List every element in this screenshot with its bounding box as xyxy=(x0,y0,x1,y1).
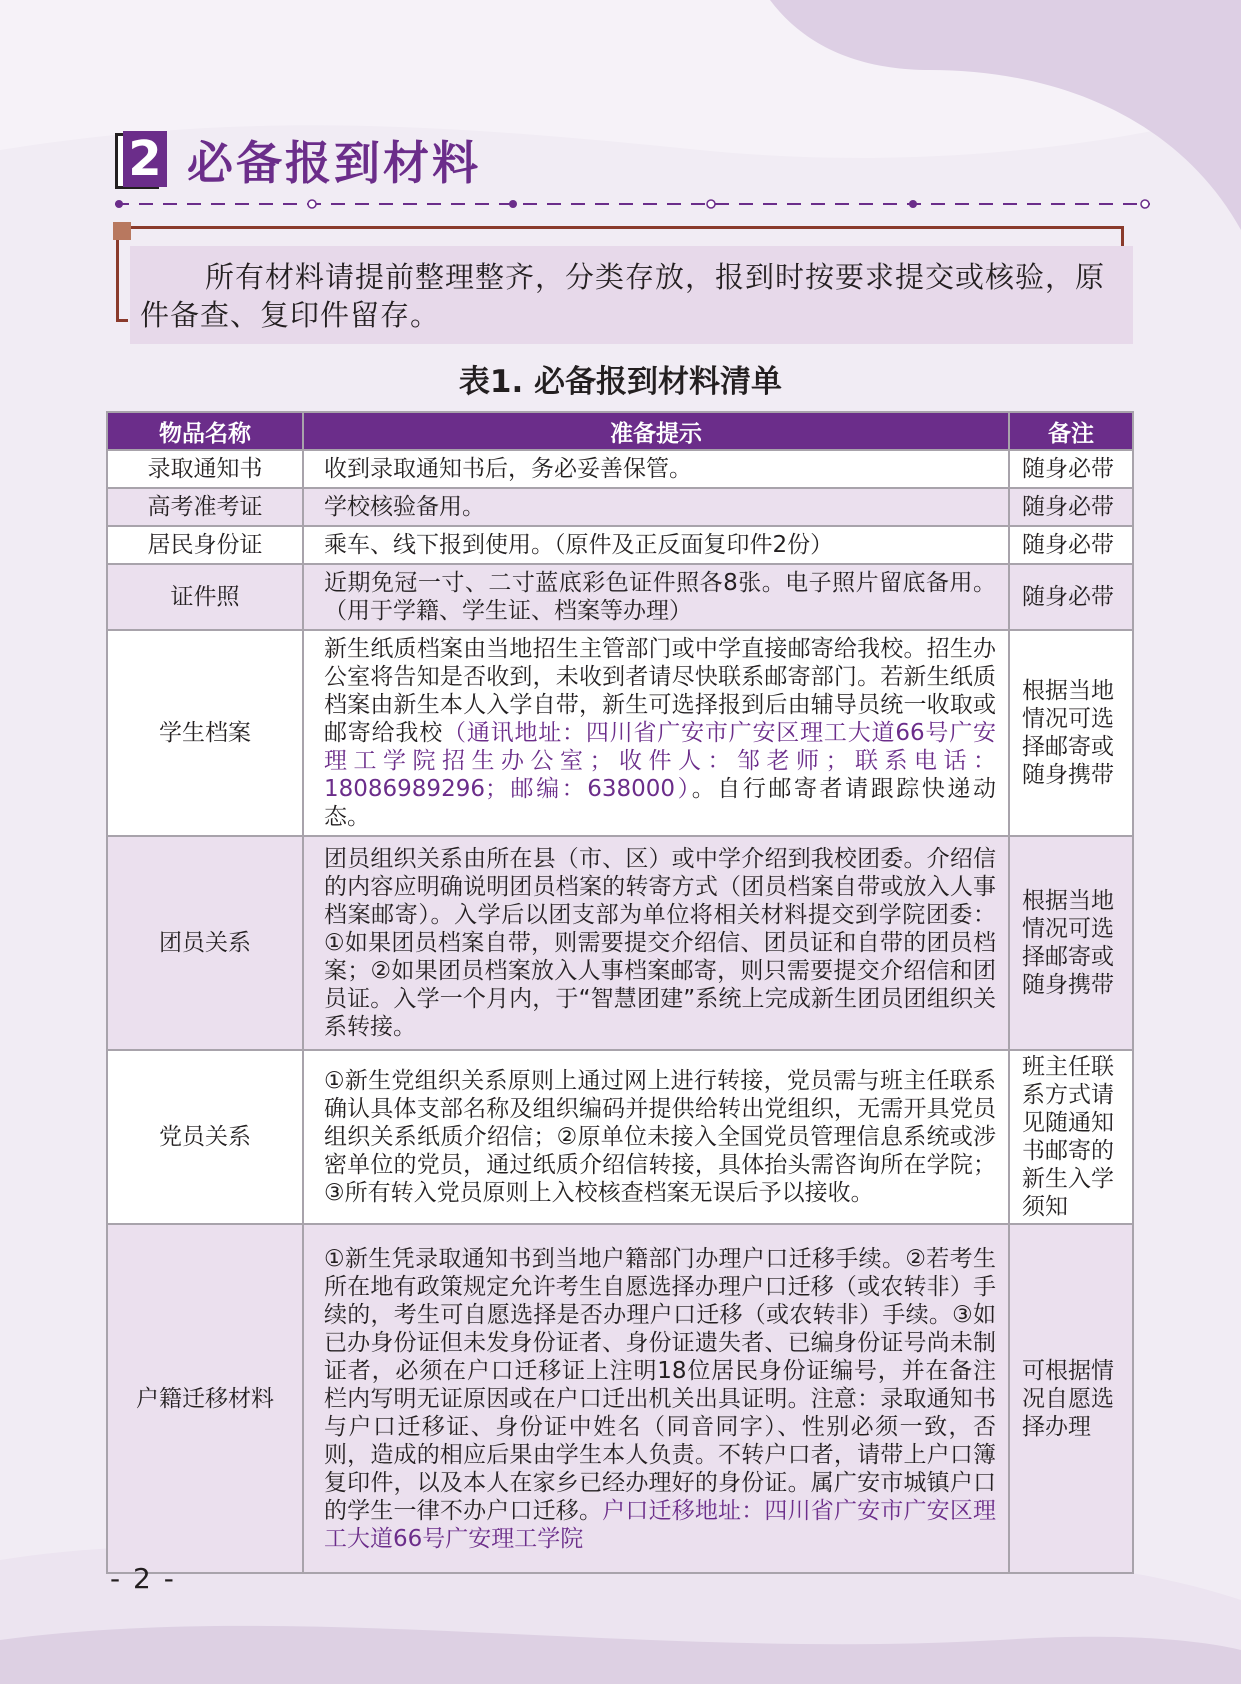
item-tip: 近期免冠一寸、二寸蓝底彩色证件照各8张。电子照片留底备用。（用于学籍、学生证、档案等办理） xyxy=(303,564,1009,630)
header-tip: 准备提示 xyxy=(303,412,1009,450)
item-tip: 学校核验备用。 xyxy=(303,488,1009,526)
item-note: 根据当地情况可选择邮寄或随身携带 xyxy=(1009,836,1133,1050)
household-address: 户口迁移地址：四川省广安市广安区理工大道66号广安理工学院 xyxy=(324,1497,997,1552)
header-note: 备注 xyxy=(1009,412,1133,450)
item-tip: 新生纸质档案由当地招生主管部门或中学直接邮寄给我校。招生办公室将告知是否收到，未收到者请尽快联系邮寄部门。若新生纸质档案由新生本人入学自带，新生可选择报到后由辅导员统一收取或邮寄给我校（通讯地址：四川省广安市广安区理工大道66号广安理工学院招生办公室；收件人：邹老师；联系电话：18086989296；邮编：638000）。自行邮寄者请跟踪快递动态。 xyxy=(303,630,1009,836)
item-note: 可根据情况自愿选择办理 xyxy=(1009,1224,1133,1573)
item-tip: 团员组织关系由所在县（市、区）或中学介绍到我校团委。介绍信的内容应明确说明团员档案的转寄方式（团员档案自带或放入人事档案邮寄）。入学后以团支部为单位将相关材料提交到学院团委：①如果团员档案自带，则需要提交介绍信、团员证和自带的团员档案；②如果团员档案放入人事档案邮寄，则只需要提交介绍信和团员证。入学一个月内，于“智慧团建”系统上完成新生团员团组织关系转接。 xyxy=(303,836,1009,1050)
section-title: 必备报到材料 xyxy=(187,136,481,190)
page-number: - 2 - xyxy=(110,1562,176,1595)
table-row xyxy=(107,488,1133,526)
item-name: 学生档案 xyxy=(107,630,303,836)
item-note: 班主任联系方式请见随通知书邮寄的新生入学须知 xyxy=(1009,1050,1133,1224)
table-row xyxy=(107,630,1133,836)
materials-table xyxy=(106,411,1134,1574)
item-tip: 收到录取通知书后，务必妥善保管。 xyxy=(303,450,1009,488)
table-row xyxy=(107,836,1133,1050)
section-number-badge xyxy=(115,131,165,189)
item-note: 随身必带 xyxy=(1009,564,1133,630)
table-title: 表1. 必备报到材料清单 xyxy=(458,364,783,400)
item-tip: 乘车、线下报到使用。（原件及正反面复印件2份） xyxy=(303,526,1009,564)
item-name: 高考准考证 xyxy=(107,488,303,526)
item-note: 随身必带 xyxy=(1009,488,1133,526)
item-name: 录取通知书 xyxy=(107,450,303,488)
item-note: 随身必带 xyxy=(1009,526,1133,564)
intro-text: 所有材料请提前整理整齐，分类存放，报到时按要求提交或核验，原件备查、复印件留存。 xyxy=(140,260,1106,332)
table-row xyxy=(107,1050,1133,1224)
header-item-name: 物品名称 xyxy=(107,412,303,450)
intro-box xyxy=(130,246,1133,344)
item-tip: ①新生党组织关系原则上通过网上进行转接，党员需与班主任联系确认具体支部名称及组织编码并提供给转出党组织，无需开具党员组织关系纸质介绍信；②原单位未接入全国党员管理信息系统或涉密单位的党员，通过纸质介绍信转接，具体抬头需咨询所在学院；③所有转入党员原则上入校核查档案无误后予以接收。 xyxy=(303,1050,1009,1224)
item-name: 党员关系 xyxy=(107,1050,303,1224)
item-tip: ①新生凭录取通知书到当地户籍部门办理户口迁移手续。②若考生所在地有政策规定允许考生自愿选择办理户口迁移（或农转非）手续的，考生可自愿选择是否办理户口迁移（或农转非）手续。③如已办身份证但未发身份证者、身份证遗失者、已编身份证号尚未制证者，必须在户口迁移证上注明18位居民身份证编号，并在备注栏内写明无证原因或在户口迁出机关出具证明。注意：录取通知书与户口迁移证、身份证中姓名（同音同字）、性别必须一致，否则，造成的相应后果由学生本人负责。不转户口者，请带上户口簿复印件，以及本人在家乡已经办理好的身份证。属广安市城镇户口的学生一律不办户口迁移。户口迁移地址：四川省广安市广安区理工大道66号广安理工学院 xyxy=(303,1224,1009,1573)
item-note: 随身必带 xyxy=(1009,450,1133,488)
section-number: 2 xyxy=(123,131,167,187)
section-heading xyxy=(115,128,481,192)
table-header-row xyxy=(107,412,1133,450)
table-row xyxy=(107,450,1133,488)
item-name: 团员关系 xyxy=(107,836,303,1050)
item-name: 证件照 xyxy=(107,564,303,630)
mailing-address: （通讯地址：四川省广安市广安区理工大道66号广安理工学院招生办公室；收件人：邹老师；联系电话：18086989296；邮编：638000） xyxy=(324,720,996,802)
corner-square xyxy=(113,222,131,240)
table-row xyxy=(107,564,1133,630)
dotted-divider xyxy=(115,197,1150,211)
item-name: 户籍迁移材料 xyxy=(107,1224,303,1573)
table-row xyxy=(107,526,1133,564)
table-row xyxy=(107,1224,1133,1573)
item-note: 根据当地情况可选择邮寄或随身携带 xyxy=(1009,630,1133,836)
item-name: 居民身份证 xyxy=(107,526,303,564)
